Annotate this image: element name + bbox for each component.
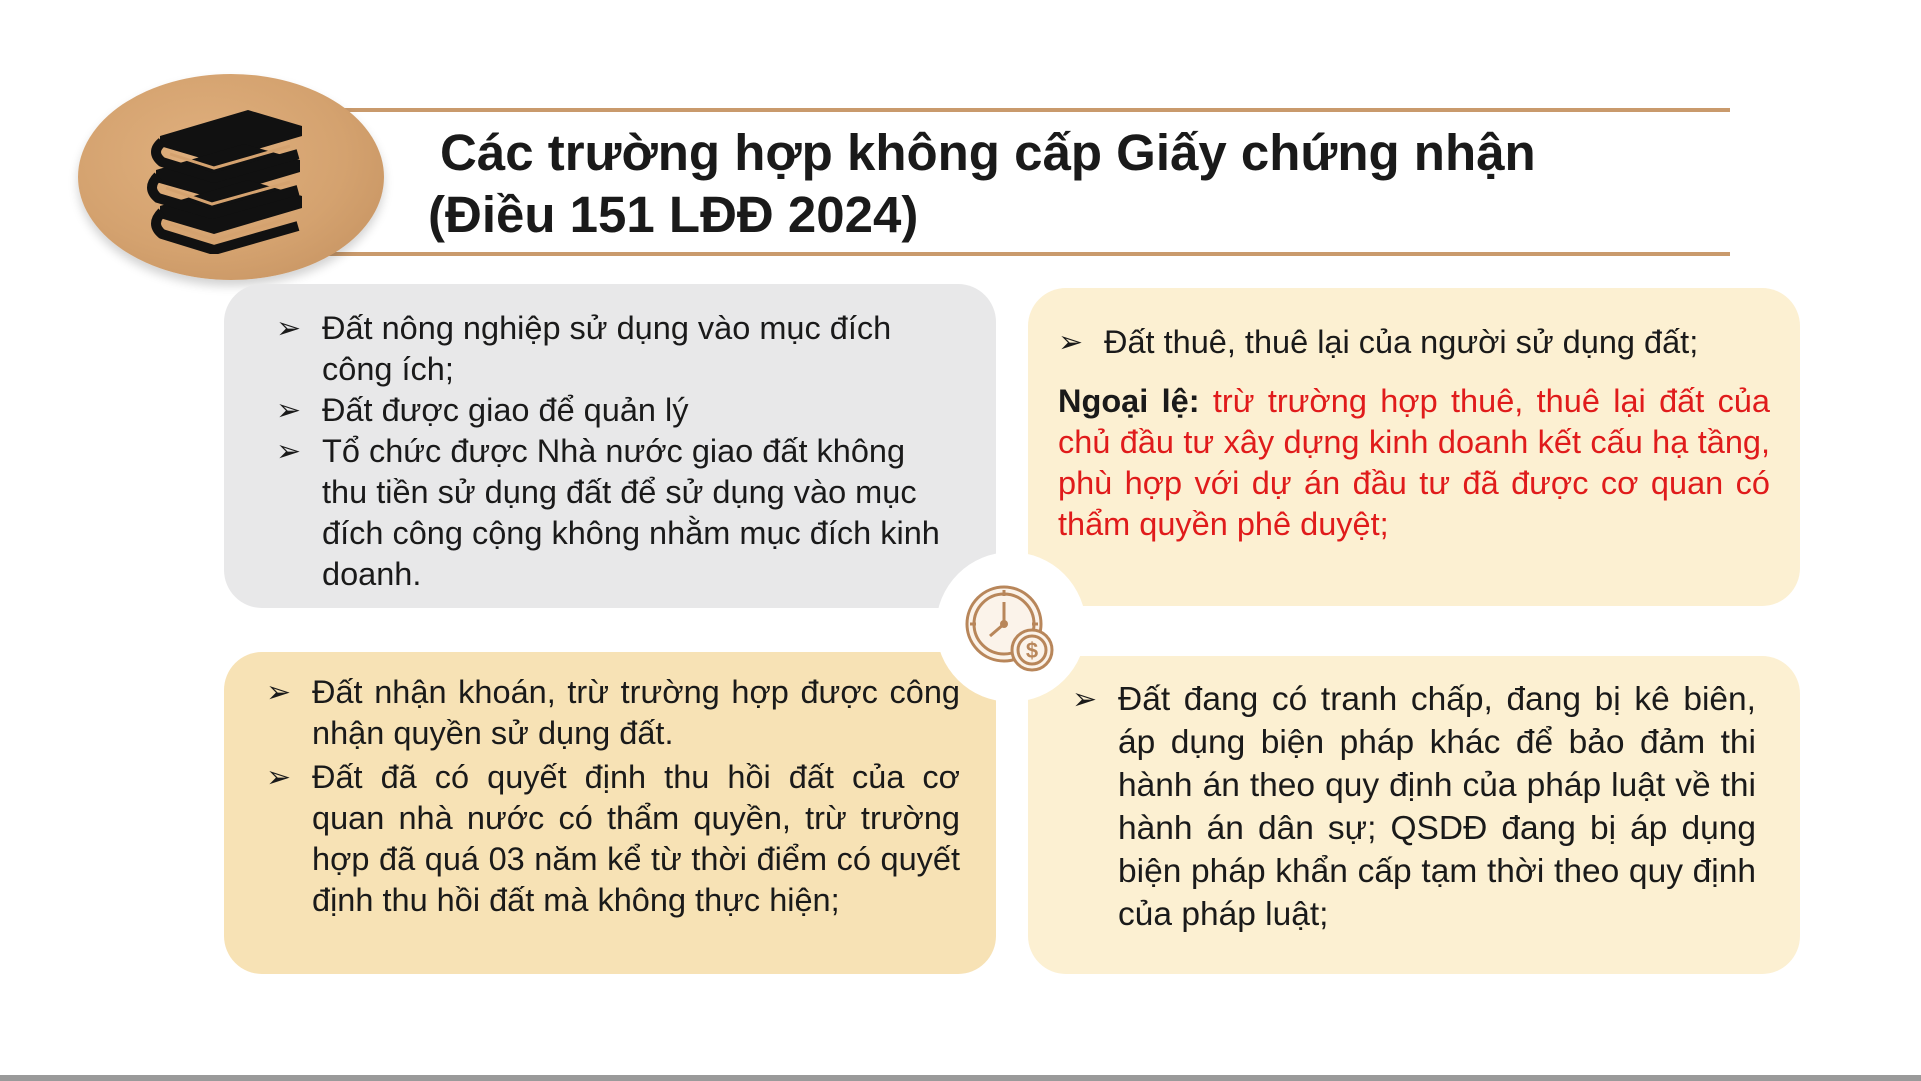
arrow-bullet-icon [276,431,322,472]
clock-money-icon [962,582,1062,676]
list-item-text: Đất nhận khoán, trừ trường hợp được công nhận quyền sử dụng đất. [312,674,960,751]
list-item [1072,678,1756,936]
list-item-text: Đất đang có tranh chấp, đang bị kê biên, áp dụng biện pháp khác để bảo đảm thi hành án theo quy định của pháp luật về thi hành án dân sự; QSDĐ đang bị áp dụng biện pháp khẩn cấp tạm thời theo quy định của pháp luật; [1118,681,1756,933]
svg-text:$: $ [1025,638,1039,663]
list-item [276,431,956,595]
panel-bottom-left [224,652,996,974]
list-item [266,757,960,921]
center-icon-badge [936,552,1086,702]
books-icon [140,96,310,254]
list-item-text: Đất đã có quyết định thu hồi đất của cơ quan nhà nước có thẩm quyền, trừ trường hợp đã quá 03 năm kể từ thời điểm có quyết định thu hồi đất mà không thực hiện; [312,759,960,918]
arrow-bullet-icon [266,672,312,713]
list-item [1058,322,1770,363]
arrow-bullet-icon [1058,322,1104,363]
list-item-text: Tổ chức được Nhà nước giao đất không thu tiền sử dụng đất để sử dụng vào mục đích công cộng không nhằm mục đích kinh doanh. [322,433,940,592]
title-line-2: (Điều 151 LĐĐ 2024) [428,186,919,243]
panel-bottom-right [1028,656,1800,974]
logo-badge [78,74,384,280]
page-title [428,122,1708,246]
title-divider-bottom [300,252,1730,256]
list-item [266,672,960,754]
list-item-text: Đất nông nghiệp sử dụng vào mục đích công ích; [322,310,892,387]
arrow-bullet-icon [276,308,322,349]
title-divider-top [300,108,1730,112]
title-line-1: Các trường hợp không cấp Giấy chứng nhận [440,124,1536,181]
exception-note [1058,381,1770,545]
list-item-text: Đất được giao để quản lý [322,392,689,428]
list-item-text: Đất thuê, thuê lại của người sử dụng đất; [1104,324,1699,360]
panel-top-right [1028,288,1800,606]
panel-top-left [224,284,996,608]
arrow-bullet-icon [266,757,312,798]
bottom-border [0,1075,1921,1081]
list-item [276,308,956,390]
exception-label: Ngoại lệ: [1058,383,1200,419]
arrow-bullet-icon [276,390,322,431]
list-item [276,390,956,431]
exception-text: trừ trường hợp thuê, thuê lại đất của chủ đầu tư xây dựng kinh doanh kết cấu hạ tầng, phù hợp với dự án đầu tư đã được cơ quan có thẩm quyền phê duyệt; [1058,383,1770,542]
arrow-bullet-icon [1072,678,1118,721]
